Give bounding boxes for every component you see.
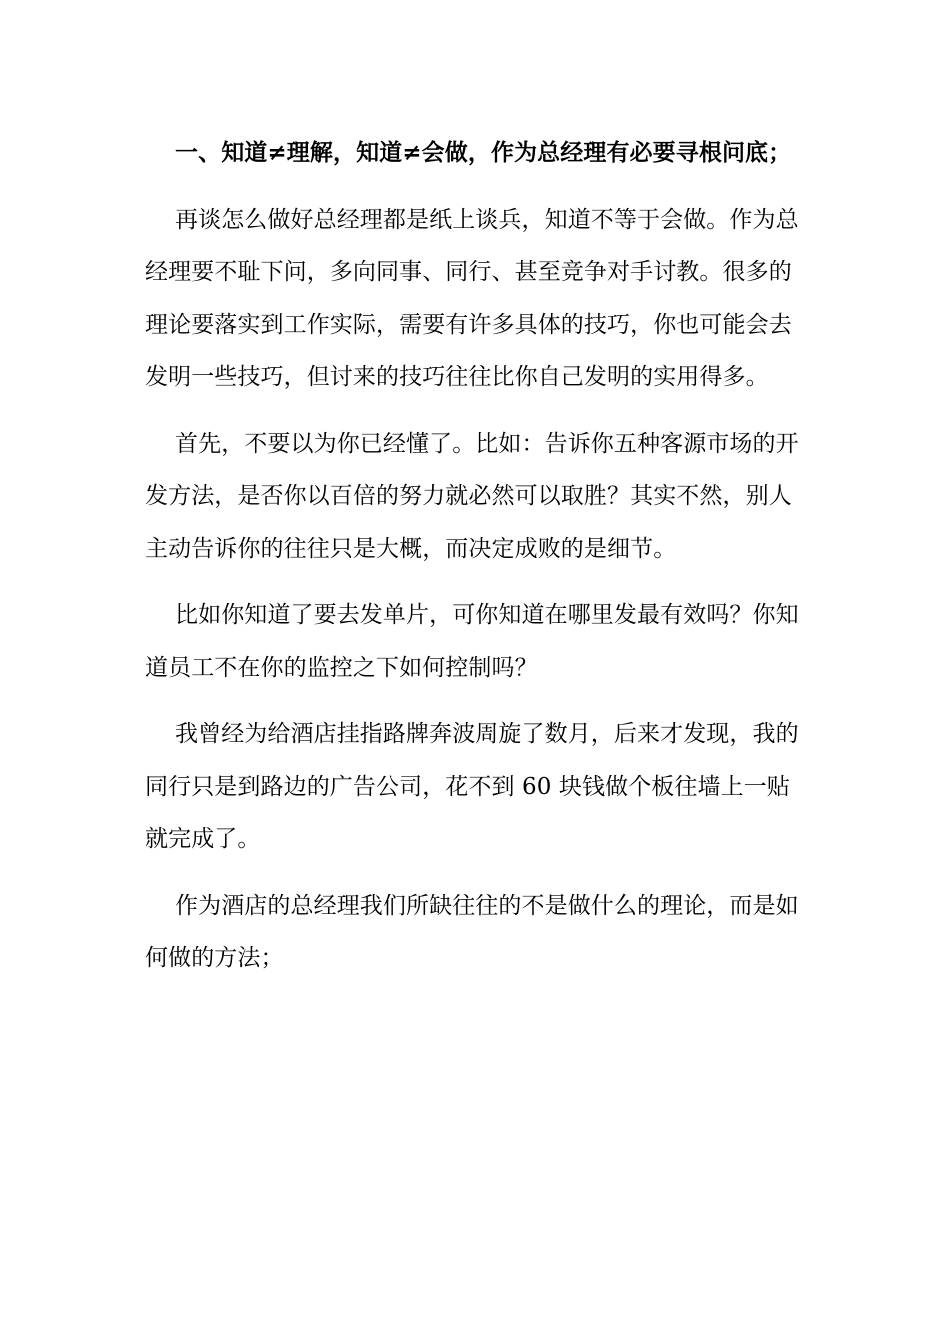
paragraph: 比如你知道了要去发单片，可你知道在哪里发最有效吗？你知道员工不在你的监控之下如何控制吗？ xyxy=(145,602,799,681)
paragraph: 作为酒店的总经理我们所缺往往的不是做什么的理论，而是如何做的方法； xyxy=(145,892,799,971)
paragraph: 我曾经为给酒店挂指路牌奔波周旋了数月，后来才发现，我的同行只是到路边的广告公司，花不到 60 块钱做个板往墙上一贴就完成了。 xyxy=(145,721,799,852)
document-body xyxy=(145,127,805,985)
paragraph: 再谈怎么做好总经理都是纸上谈兵，知道不等于会做。作为总经理要不耻下问，多向同事、同行、甚至竞争对手讨教。很多的理论要落实到工作实际，需要有许多具体的技巧，你也可能会去发明一些技巧，但讨来的技巧往往比你自己发明的实用得多。 xyxy=(145,206,799,390)
section-heading: 一、知道≠理解，知道≠会做，作为总经理有必要寻根问底； xyxy=(175,139,792,166)
paragraph: 首先，不要以为你已经懂了。比如：告诉你五种客源市场的开发方法，是否你以百倍的努力就必然可以取胜？其实不然，别人主动告诉你的往往只是大概，而决定成败的是细节。 xyxy=(145,430,799,562)
